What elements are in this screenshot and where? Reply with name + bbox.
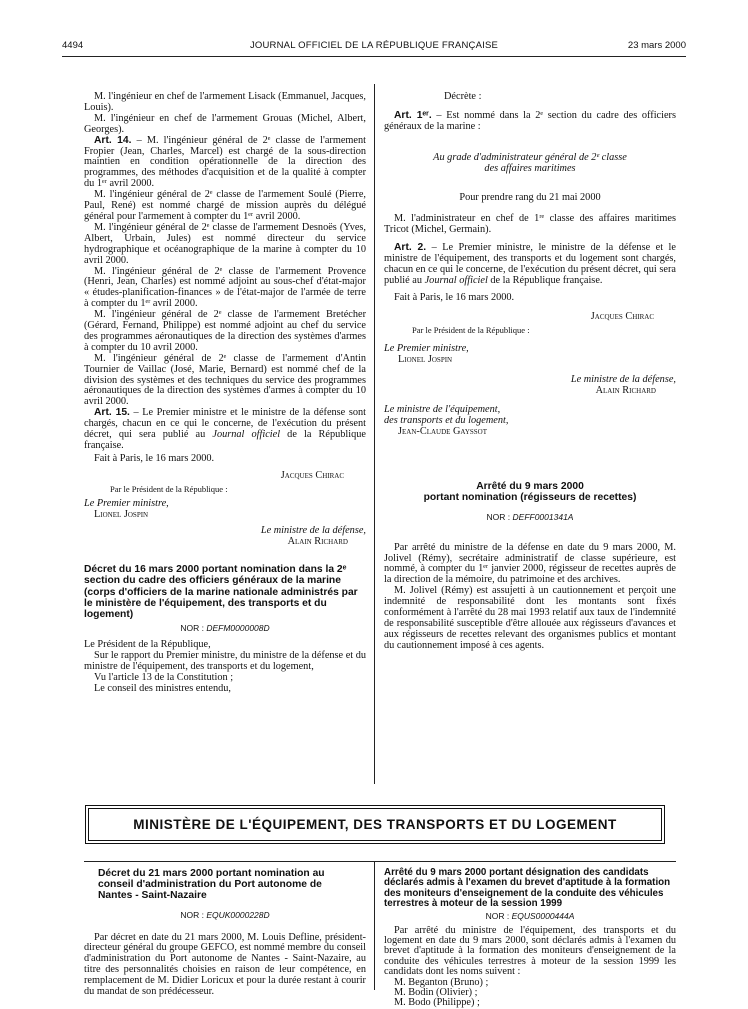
ministre-defense-title: Le ministre de la défense,: [260, 525, 366, 537]
article-text: de la République française.: [487, 274, 603, 286]
premier-ministre-name: Lionel Jospin: [398, 353, 453, 365]
article-text: – Est nommé dans la 2ᵉ section du cadre des officiers généraux de la marine :: [384, 109, 676, 132]
candidate-name: M. Beganton (Bruno) ;: [394, 976, 489, 988]
journal-title: JOURNAL OFFICIEL DE LA RÉPUBLIQUE FRANÇAISE: [249, 40, 499, 51]
bottom-right-article: [384, 868, 676, 1009]
article-15: [84, 408, 366, 452]
left-column: [84, 92, 366, 695]
signature-date: Fait à Paris, le 16 mars 2000.: [394, 291, 515, 303]
title-line: Le ministre de l'équipement,: [384, 404, 501, 416]
paragraph: Le Président de la République,: [84, 639, 211, 651]
article-label: Art. 2.: [394, 242, 427, 254]
decrete: Décrète :: [444, 91, 482, 102]
paragraph: M. l'ingénieur en chef de l'armement Grouas (Michel, Albert, Georges).: [84, 112, 366, 135]
grade-heading: [384, 153, 676, 175]
nor-code: DEFF0001341A: [512, 511, 574, 522]
paragraph: Le conseil des ministres entendu,: [94, 682, 231, 694]
paragraph: Vu l'article 13 de la Constitution ;: [94, 671, 234, 683]
countersign-intro: Par le Président de la République :: [412, 324, 530, 335]
candidate-name: M. Bodin (Olivier) ;: [394, 986, 478, 998]
nor-code: EQUK0000228D: [206, 909, 270, 920]
candidate-name: M. Bodo (Philippe) ;: [394, 997, 480, 1009]
ministry-banner: MINISTÈRE DE L'ÉQUIPEMENT, DES TRANSPORTS ET DU LOGEMENT: [88, 808, 662, 841]
nor-reference: [384, 911, 676, 922]
section-rule: [84, 861, 676, 862]
rang: Pour prendre rang du 21 mai 2000: [459, 191, 601, 203]
article-2: [384, 243, 676, 287]
paragraph: M. l'administrateur en chef de 1ʳᵉ classe des affaires maritimes Tricot (Michel, Germain).: [384, 213, 676, 236]
page-number: 4494: [62, 40, 84, 51]
journal-name: Journal officiel: [212, 429, 281, 441]
paragraph: Par décret en date du 21 mars 2000, M. Louis Defline, président-directeur général du groupe GEFCO, est nommé membre du conseil d'administration du Port autonome de Nantes - Saint-Nazaire, au titre des personnalités choisies en raison de leur compétence, en remplacement de M. Didier Loricux et pour la durée restant à courir du mandat de son prédécesseur.: [84, 931, 366, 998]
paragraph: M. Jolivel (Rémy) est assujetti à un cautionnement et perçoit une indemnité de responsabilité dont les montants sont fixés conformément à l'arrêté du 28 mai 1993 relatif aux taux de l'indemnité de responsabilité susceptible d'être allouée aux régisseurs d'avances et aux régisseurs de recettes relevant des organismes publics et montant du cautionnement imposé à ces agents.: [384, 585, 676, 651]
article-1: [384, 111, 676, 133]
article-text: de la République française.: [84, 429, 366, 451]
paragraph: M. l'ingénieur général de 2ᵉ classe de l'armement d'Antin Tournier de Vaillac (José, Marie, Bernard) est nommé chef de la division des systèmes et des techniques du service des programmes aéronautiques de la direction des systèmes d'armes à compter du 10 avril 2000.: [84, 352, 366, 408]
nor-code: DEFM0000008D: [206, 623, 270, 634]
premier-ministre-title: Le Premier ministre,: [84, 497, 169, 509]
decree-title: Arrêté du 9 mars 2000 portant désignation des candidats déclarés admis à l'examen du brevet d'aptitude à la formation des moniteurs d'enseignement de la conduite des véhicules terrestres à moteur de la session 1999: [384, 867, 671, 910]
premier-ministre-title: Le Premier ministre,: [384, 342, 469, 354]
nor-label: NOR :: [180, 623, 207, 634]
grade-line: Au grade d'administrateur général de 2ᵉ classe: [433, 151, 627, 163]
issue-date: 23 mars 2000: [627, 40, 686, 51]
article-text: – Le Premier ministre, le ministre de la défense et le ministre de l'équipement, des transports et du logement sont chargés, chacun en ce qui le concerne, de l'exécution du présent décret, qui sera publié au: [384, 242, 676, 286]
ministre-equipement-title: [384, 405, 676, 427]
right-column: [384, 92, 676, 652]
article-label: Art. 14.: [94, 134, 132, 146]
decree-title: Décret du 16 mars 2000 portant nomination dans la 2ᵉ section du cadre des officiers généraux de la marine (corps d'officiers de la marine nationale administrés par le ministère de l'équipement, des transports et du logement): [84, 564, 358, 621]
nor-reference: [84, 910, 366, 921]
ministre-defense-name: Alain Richard: [595, 385, 656, 397]
paragraph: M. l'ingénieur général de 2ᵉ classe de l'armement Bretécher (Gérard, Fernand, Philippe) est nommé adjoint au chef du service des programmes aéronautiques de la direction des systèmes d'armes à compter du 10 avril 2000.: [84, 309, 366, 353]
ministre-defense-name: Alain Richard: [287, 536, 348, 548]
paragraph: M. l'ingénieur en chef de l'armement Lisack (Emmanuel, Jacques, Louis).: [84, 91, 366, 113]
signature-date: Fait à Paris, le 16 mars 2000.: [94, 452, 215, 464]
article-text: – Le Premier ministre et le ministre de la défense sont chargés, chacun en ce qui le concerne, de l'exécution du présent décret, qui sera publié au: [84, 407, 366, 441]
paragraph: Par arrêté du ministre de l'équipement, des transports et du logement en date du 9 mars 2000, sont déclarés admis à l'examen du brevet d'aptitude à la formation des moniteurs d'enseignement de la conduite des véhicules terrestres à moteur de la session 1999 les candidats dont les noms suivent :: [384, 924, 676, 978]
article-text: – M. l'ingénieur général de 2ᵉ classe de l'armement Fropier (Jean, Charles, Marcel) est chargé de la sous-direction maintien en condition opérationnelle de la direction des programmes, des méthodes d'acquisition et de la qualité à compter du 1ᵉʳ avril 2000.: [84, 134, 366, 190]
arrete-title: [384, 482, 676, 504]
column-divider: [374, 861, 375, 990]
signature-president: Jacques Chirac: [590, 310, 654, 322]
paragraph: M. l'ingénieur général de 2ᵉ classe de l'armement Soulé (Pierre, Paul, René) est nommé chargé de mission auprès du délégué général pour l'armement à compter du 1ᵉʳ avril 2000.: [84, 189, 366, 222]
page-header: [62, 40, 686, 54]
title-line: portant nomination (régisseurs de recettes): [423, 491, 637, 503]
nor-label: NOR :: [485, 910, 512, 921]
nor-label: NOR :: [180, 909, 207, 920]
signature-president: Jacques Chirac: [280, 469, 344, 481]
nor-reference: [384, 512, 676, 523]
ministre-defense-title: Le ministre de la défense,: [570, 374, 676, 386]
nor-reference: [84, 623, 366, 634]
decree-title: Décret du 21 mars 2000 portant nomination au conseil d'administration du Port autonome de Nantes - Saint-Nazaire: [98, 868, 325, 902]
paragraph: M. l'ingénieur général de 2ᵉ classe de l'armement Desnoës (Yves, Albert, Urbain, Jules) est nommé directeur du service hydrographique et océanographique de la marine à compter du 10 avril 2000.: [84, 221, 366, 266]
premier-ministre-name: Lionel Jospin: [94, 508, 149, 520]
article-label: Art. 15.: [94, 407, 130, 419]
column-divider: [374, 84, 375, 784]
header-rule: [62, 56, 686, 57]
grade-line: des affaires maritimes: [484, 162, 576, 174]
bottom-left-article: [84, 868, 366, 998]
ministre-equipement-name: Jean-Claude Gayssot: [398, 426, 488, 438]
title-line: Arrêté du 9 mars 2000: [476, 480, 584, 492]
paragraph: Sur le rapport du Premier ministre, du ministre de la défense et du ministre de l'équipement, des transports et du logement,: [84, 650, 366, 672]
paragraph: M. l'ingénieur général de 2ᵉ classe de l'armement Provence (Henri, Jean, Charles) est nommé adjoint au sous-chef d'état-major « études-planification-finances » de l'état-major de l'armée de terre à compter du 1ᵉʳ avril 2000.: [84, 265, 366, 310]
journal-name: Journal officiel: [424, 274, 488, 286]
article-label: Art. 1ᵉʳ.: [394, 109, 432, 121]
title-line: des transports et du logement,: [384, 415, 509, 427]
countersign-intro: Par le Président de la République :: [110, 483, 228, 494]
article-14: [84, 136, 366, 191]
nor-code: EQUS0000444A: [511, 910, 575, 921]
nor-label: NOR :: [486, 511, 513, 522]
paragraph: Par arrêté du ministre de la défense en date du 9 mars 2000, M. Jolivel (Rémy), secrétaire administratif de classe supérieure, est nommé, à compter du 1ᵉʳ janvier 2000, régisseur de recettes auprès de la direction de la mémoire, du patrimoine et des archives.: [384, 541, 676, 586]
